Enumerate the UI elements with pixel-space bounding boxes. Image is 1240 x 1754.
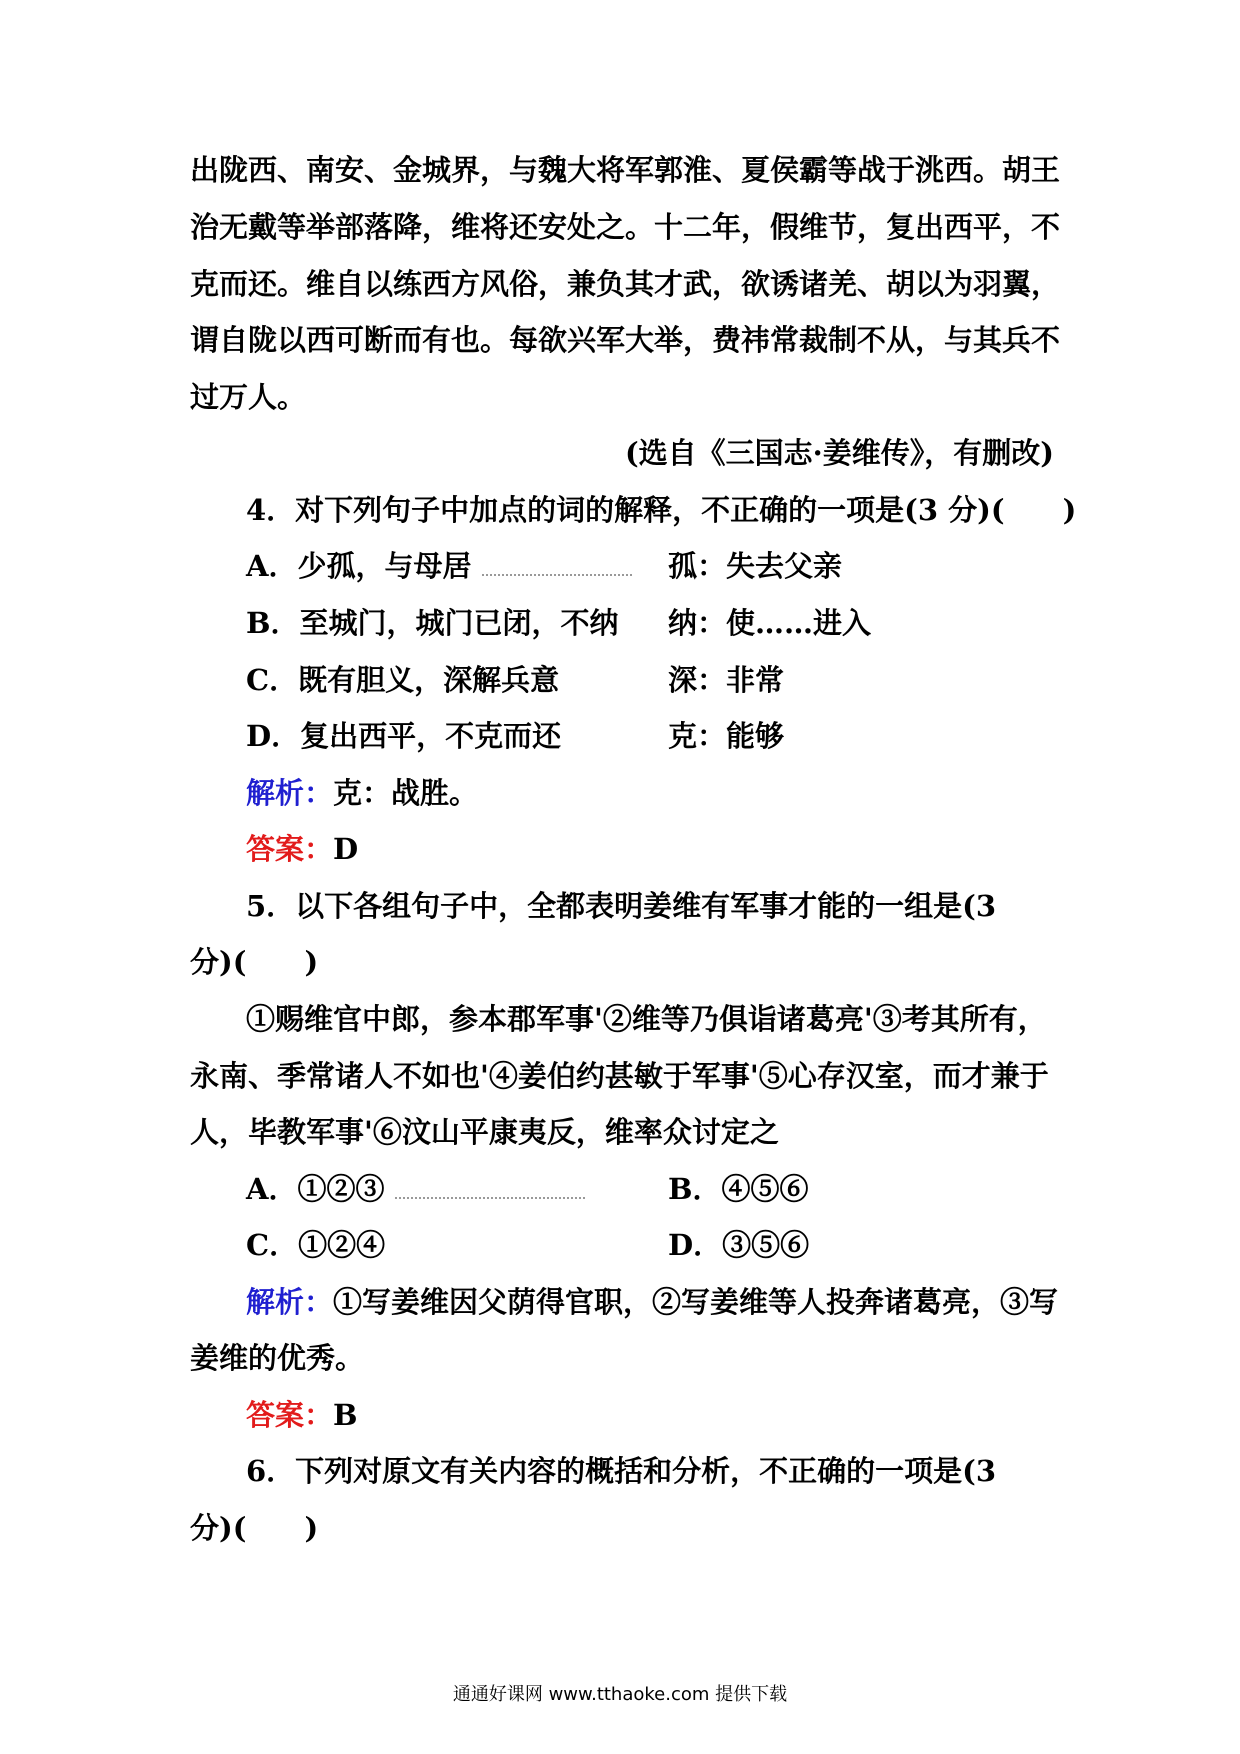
analysis-text: ①写姜维因父荫得官职，②写姜维等人投奔诸葛亮，③写 [333,1285,1059,1319]
q5-items-line-1: ①赐维官中郎，参本郡军事'②维等乃俱诣诸葛亮'③考其所有， [246,1002,1047,1036]
q4-stem: 4．对下列句子中加点的词的解释，不正确的一项是(3 分)( ) [246,493,1077,527]
page-footer: 通通好课网 www.tthaoke.com 提供下载 [452,1684,788,1705]
q4-option-c-explain: 深：非常 [668,663,785,697]
analysis-label: 解析： [246,776,334,810]
q4-option-d [246,716,1006,756]
analysis-label: 解析： [246,1285,334,1319]
q5-option-c: C．①②④ [246,1228,386,1262]
q4-option-d-explain: 克：能够 [668,719,785,753]
passage-line-2: 治无戴等举部落降，维将还安处之。十二年，假维节，复出西平，不 [190,210,1061,244]
q5-stem-line-2: 分)( ) [190,945,319,979]
passage-source: (选自《三国志·姜维传》，有删改) [624,436,1054,470]
dotted-leader [395,1183,585,1199]
q5-option-d: D．③⑤⑥ [668,1228,810,1262]
q5-items-line-2: 永南、季常诸人不如也'④姜伯约甚敏于军事'⑤心存汉室，而才兼于 [190,1059,1049,1093]
answer-label: 答案： [246,1398,334,1432]
q5-stem-line-1: 5．以下各组句子中，全都表明姜维有军事才能的一组是(3 [246,889,997,923]
q5-analysis-line-2: 姜维的优秀。 [190,1341,365,1375]
q5-options-row-1 [246,1169,1006,1209]
answer-text: B [333,1398,358,1432]
q5-items-line-3: 人，毕教军事'⑥汶山平康夷反，维率众讨定之 [190,1115,779,1149]
passage-line-4: 谓自陇以西可断而有也。每欲兴军大举，费祎常裁制不从，与其兵不 [190,323,1061,357]
q6-stem-line-1: 6．下列对原文有关内容的概括和分析，不正确的一项是(3 [246,1454,997,1488]
analysis-text: 克：战胜。 [333,776,479,810]
q4-answer [246,829,358,869]
passage-line-3: 克而还。维自以练西方风俗，兼负其才武，欲诱诸羌、胡以为羽翼， [190,267,1061,301]
q4-option-c-sentence: C．既有胆义，深解兵意 [246,663,560,697]
q5-answer [246,1395,358,1435]
q5-option-a: A．①②③ [246,1172,385,1206]
q4-option-a-explain: 孤：失去父亲 [668,549,843,583]
passage-line-1: 出陇西、南安、金城界，与魏大将军郭淮、夏侯霸等战于洮西。胡王 [190,153,1061,187]
q4-option-c [246,660,1006,700]
q5-option-b: B．④⑤⑥ [668,1172,809,1206]
q6-stem-line-2: 分)( ) [190,1511,319,1545]
q5-options-row-2 [246,1225,1006,1265]
q4-option-b [246,603,1006,643]
q4-analysis [246,773,478,813]
q4-option-d-sentence: D．复出西平，不克而还 [246,719,562,753]
dotted-leader [482,560,632,576]
answer-label: 答案： [246,832,334,866]
passage-line-5: 过万人。 [190,380,307,414]
answer-text: D [333,832,359,866]
q4-option-a [246,546,1006,586]
q4-option-b-explain: 纳：使……进入 [668,606,872,640]
q4-option-a-sentence: A．少孤，与母居 [246,549,472,583]
q4-option-b-sentence: B．至城门，城门已闭，不纳 [246,606,619,640]
q5-analysis-line-1 [246,1282,1058,1322]
